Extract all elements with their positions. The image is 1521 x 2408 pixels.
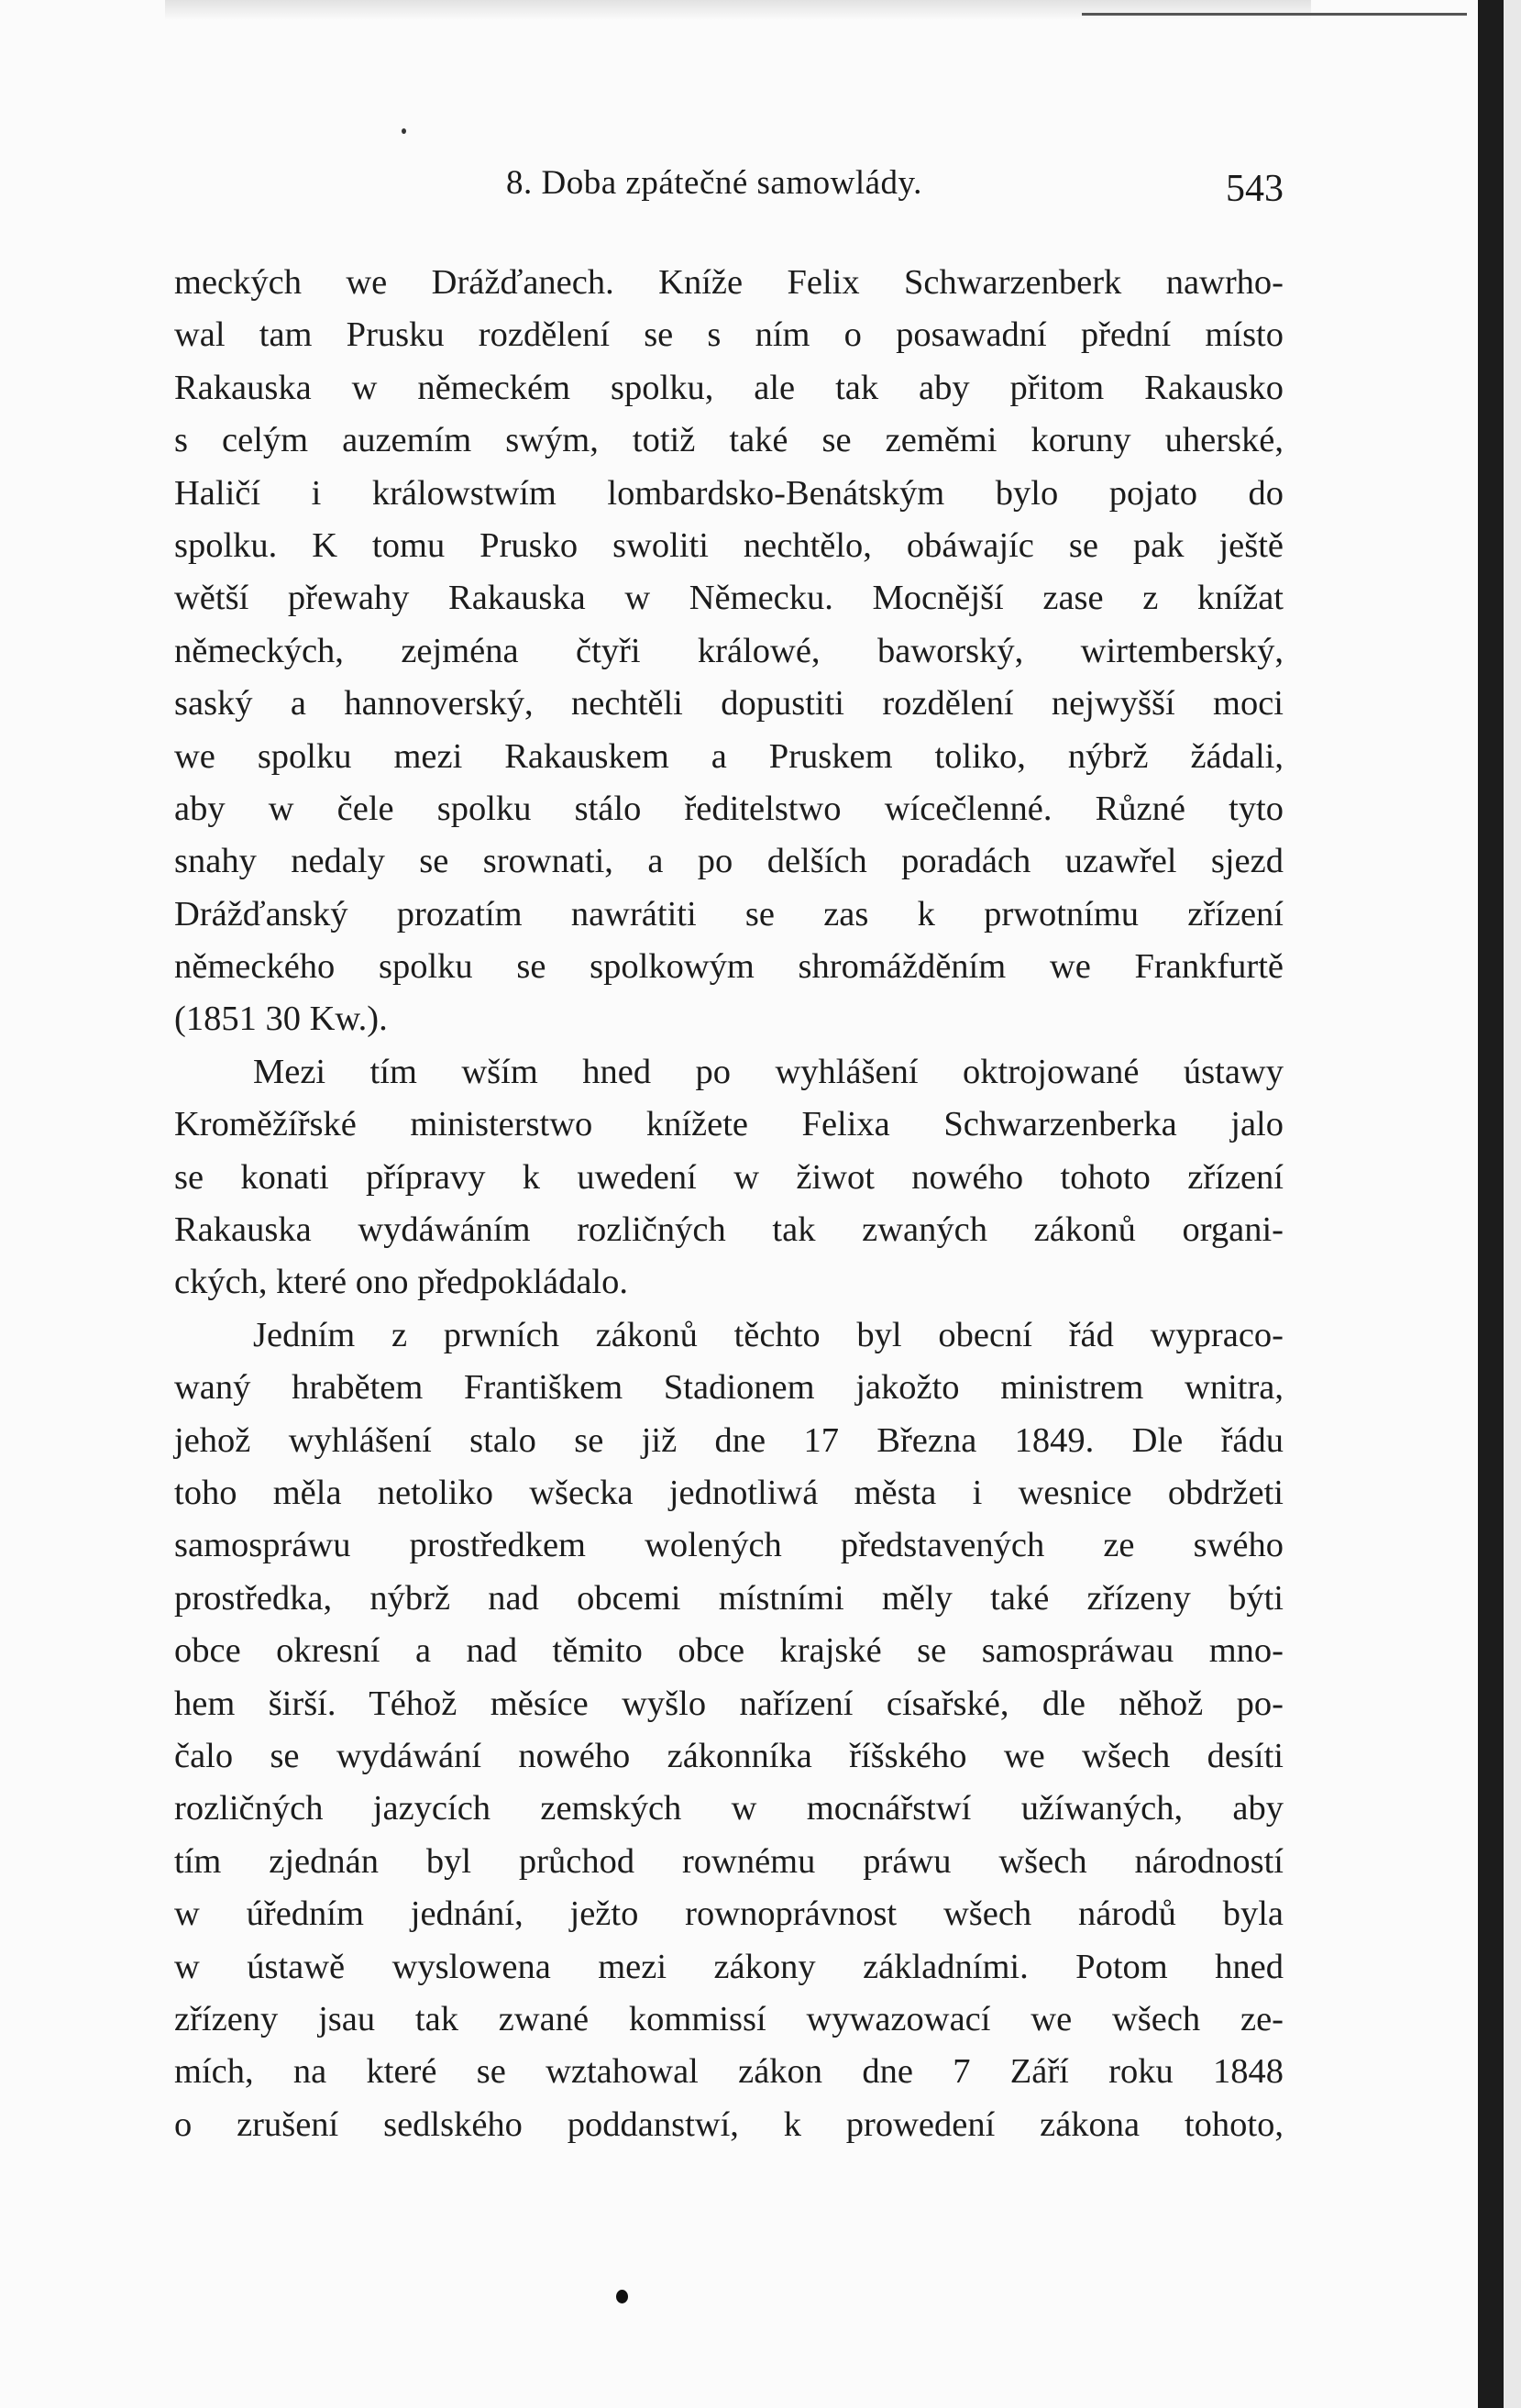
text-line: rozličných jazycích zemských w mocnářstwí užíwaných, aby bbox=[174, 1789, 1284, 1828]
text-line: meckých we Drážďanech. Kníže Felix Schwarzenberk nawrho- bbox=[174, 263, 1284, 302]
text-line: Jedním z prwních zákonů těchto byl obecní řád wypraco- bbox=[253, 1315, 1284, 1354]
text-line: německého spolku se spolkowým shromážděním we Frankfurtě bbox=[174, 947, 1284, 987]
text-line: waný hrabětem Františkem Stadionem jakožto ministrem wnitra, bbox=[174, 1368, 1284, 1408]
text-line: zřízeny jsau tak zwané kommissí wywazowací we wšech ze- bbox=[174, 1999, 1284, 2038]
text-line: wětší přewahy Rakauska w Německu. Mocnější zase z knížat bbox=[174, 579, 1284, 618]
paragraph bbox=[174, 257, 1284, 1046]
text-line: Haličí i králowstwím lombardsko-Benátským bylo pojato do bbox=[174, 473, 1284, 513]
text-line: samospráwu prostředkem wolených představených ze swého bbox=[174, 1526, 1284, 1565]
scan-right-edge bbox=[1478, 0, 1504, 2408]
text-line: snahy nedaly se srownati, a po delších poradách uzawřel sjezd bbox=[174, 842, 1284, 881]
text-line: prostředka, nýbrž nad obcemi místními měly také zřízeny býti bbox=[174, 1578, 1284, 1618]
text-line: we spolku mezi Rakauskem a Pruskem toliko, nýbrž žádali, bbox=[174, 736, 1284, 776]
paragraph bbox=[174, 1046, 1284, 1309]
text-line: Kroměžířské ministerstwo knížete Felixa Schwarzenberka jalo bbox=[174, 1105, 1284, 1144]
page-number: 543 bbox=[1226, 168, 1284, 210]
text-line: Rakauska wydáwáním rozličných tak zwaných zákonů organi- bbox=[174, 1210, 1284, 1250]
text-line: německých, zejména čtyři králowé, baworský, wirtemberský, bbox=[174, 631, 1284, 670]
scan-right-margin bbox=[1504, 0, 1521, 2408]
paragraph bbox=[174, 1309, 1284, 2151]
text-line: ckých, které ono předpokládalo. bbox=[174, 1263, 628, 1302]
text-line: čalo se wydáwání nowého zákonníka říšského we wšech desíti bbox=[174, 1736, 1284, 1775]
text-line: Drážďanský prozatím nawrátiti se zas k prwotnímu zřízení bbox=[174, 894, 1284, 933]
scan-smudge bbox=[165, 0, 1311, 20]
text-line: Mezi tím wším hned po wyhlášení oktrojowané ústawy bbox=[253, 1052, 1284, 1091]
scan-top-rule bbox=[1082, 13, 1467, 16]
text-line: wal tam Prusku rozdělení se s ním o posawadní přední místo bbox=[174, 315, 1284, 355]
text-line: (1851 30 Kw.). bbox=[174, 1000, 388, 1039]
text-line: o zrušení sedlského poddanstwí, k prowedení zákona tohoto, bbox=[174, 2104, 1284, 2144]
text-line: obce okresní a nad těmito obce krajské se samospráwau mno- bbox=[174, 1631, 1284, 1671]
text-line: toho měla netoliko wšecka jednotliwá města i wesnice obdržeti bbox=[174, 1473, 1284, 1512]
text-line: s celým auzemím swým, totiž také se zeměmi koruny uherské, bbox=[174, 421, 1284, 460]
chapter-title: 8. Doba zpátečné samowlády. bbox=[506, 164, 922, 202]
text-line: se konati přípravy k uwedení w žiwot nowého tohoto zřízení bbox=[174, 1157, 1284, 1197]
running-header bbox=[174, 163, 1284, 209]
text-line: Rakauska w německém spolku, ale tak aby přitom Rakausko bbox=[174, 368, 1284, 407]
text-line: w úředním jednání, ježto rownoprávnost wšech národů byla bbox=[174, 1894, 1284, 1934]
scan-speck bbox=[402, 128, 406, 134]
text-line: saský a hannoverský, nechtěli dopustiti rozdělení nejwyšší moci bbox=[174, 684, 1284, 724]
text-line: aby w čele spolku stálo ředitelstwo wícečlenné. Různé tyto bbox=[174, 789, 1284, 828]
body-text bbox=[174, 257, 1284, 2151]
text-line: mích, na které se wztahowal zákon dne 7 Září roku 1848 bbox=[174, 2052, 1284, 2092]
text-line: w ústawě wyslowena mezi zákony základními. Potom hned bbox=[174, 1947, 1284, 1986]
text-line: tím zjednán byl průchod rownému práwu wšech národností bbox=[174, 1841, 1284, 1881]
text-line: hem širší. Téhož měsíce wyšlo nařízení císařské, dle něhož po- bbox=[174, 1684, 1284, 1723]
text-line: jehož wyhlášení stalo se již dne 17 Března 1849. Dle řádu bbox=[174, 1420, 1284, 1460]
ink-dot bbox=[616, 2290, 628, 2303]
text-line: spolku. K tomu Prusko swoliti nechtělo, obáwajíc se pak ještě bbox=[174, 525, 1284, 565]
